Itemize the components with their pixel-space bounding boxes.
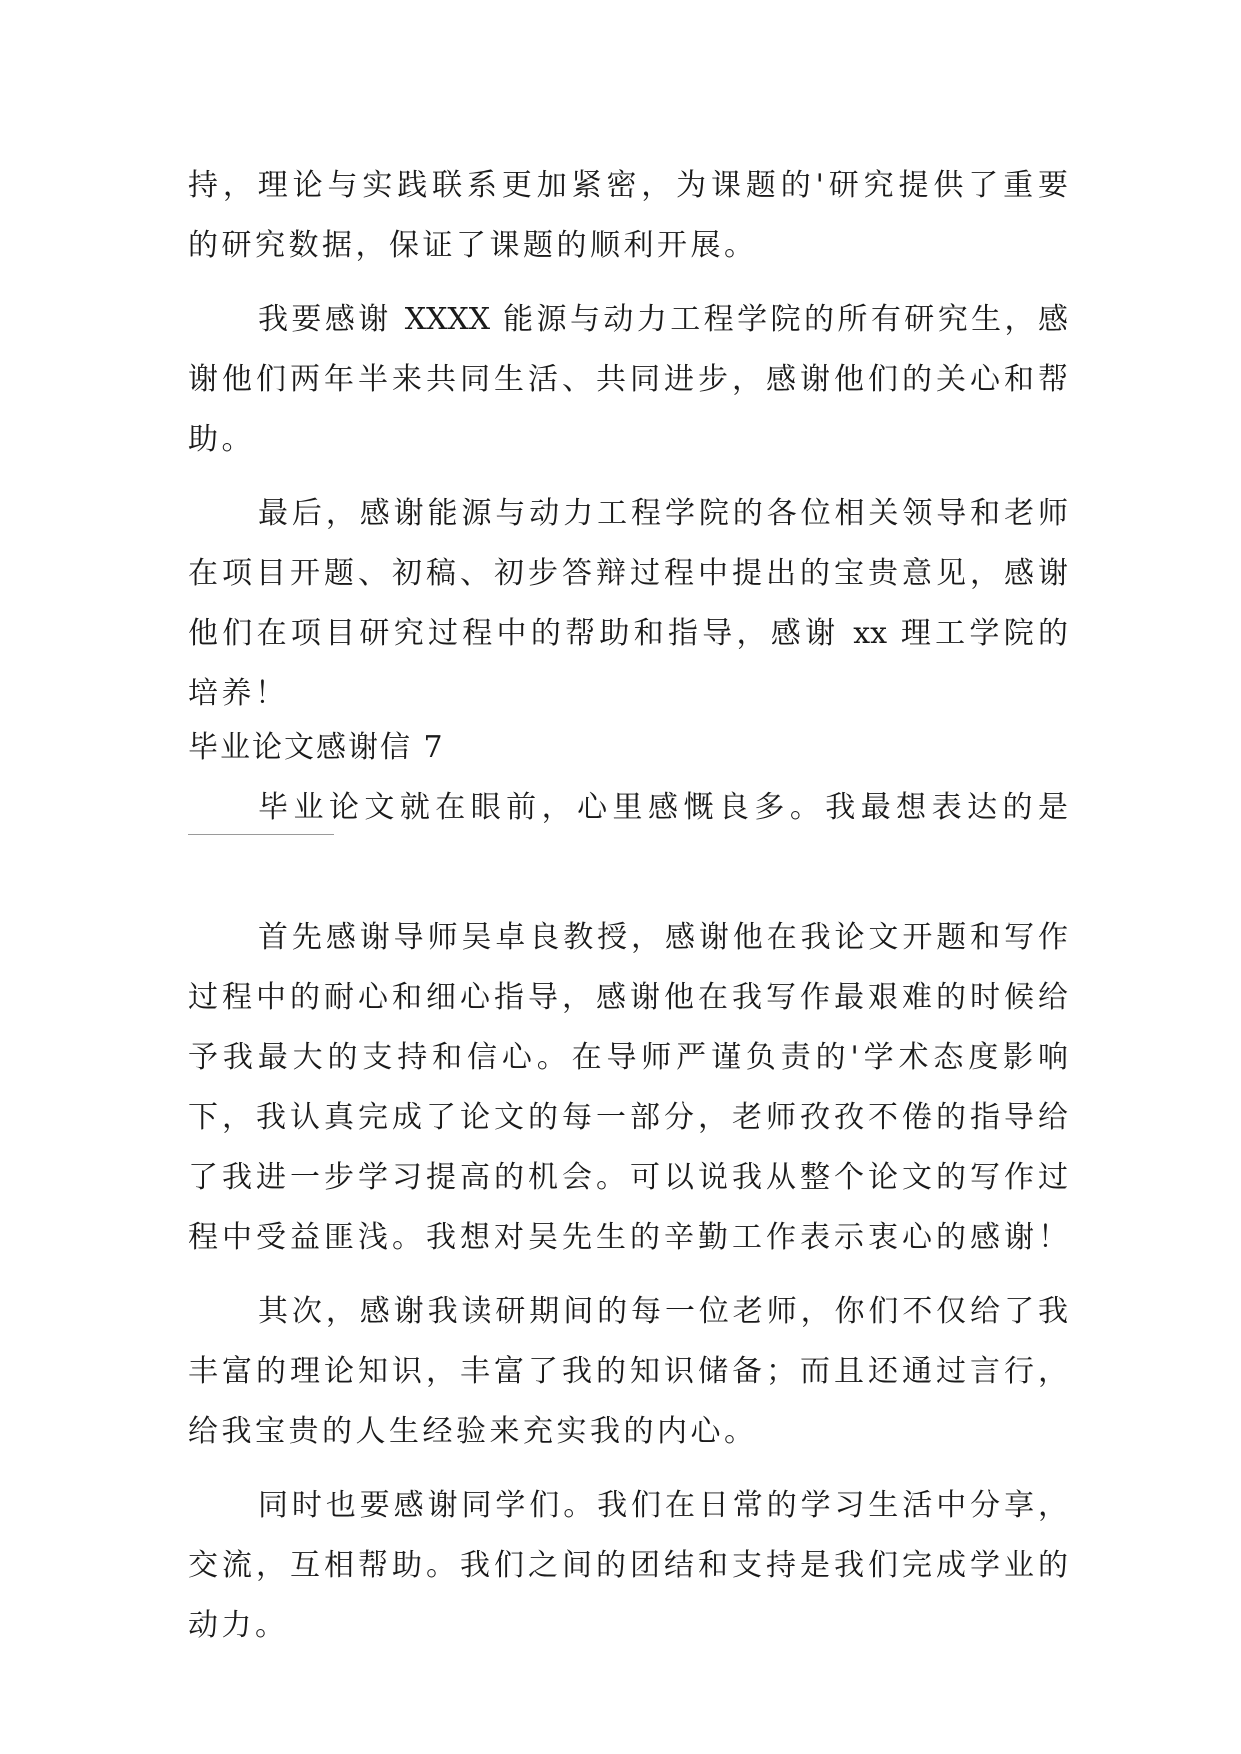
paragraph-line: 助。 xyxy=(188,422,255,457)
paragraph-line: 我要感谢 XXXX 能源与动力工程学院的所有研究生，感 xyxy=(258,302,1068,337)
paragraph-line: 了我进一步学习提高的机会。可以说我从整个论文的写作过 xyxy=(188,1160,1068,1195)
paragraph-line: 他们在项目研究过程中的帮助和指导，感谢 xx 理工学院的 xyxy=(188,616,1068,651)
paragraph-line: 过程中的耐心和细心指导，感谢他在我写作最艰难的时候给 xyxy=(188,980,1068,1015)
paragraph-line: 动力。 xyxy=(188,1608,289,1643)
paragraph-line: 毕业论文就在眼前，心里感慨良多。我最想表达的是 xyxy=(258,790,1068,825)
paragraph-line: 同时也要感谢同学们。我们在日常的学习生活中分享， xyxy=(258,1488,1068,1523)
paragraph-line: 程中受益匪浅。我想对吴先生的辛勤工作表示衷心的感谢！ xyxy=(188,1220,1068,1255)
paragraph-line: 下，我认真完成了论文的每一部分，老师孜孜不倦的指导给 xyxy=(188,1100,1068,1135)
paragraph-line: 培养！ xyxy=(188,676,289,711)
separator-rule xyxy=(188,834,334,835)
paragraph-line: 最后，感谢能源与动力工程学院的各位相关领导和老师 xyxy=(258,496,1068,531)
paragraph-line: 持，理论与实践联系更加紧密，为课题的'研究提供了重要 xyxy=(188,168,1068,203)
section-heading: 毕业论文感谢信 7 xyxy=(188,730,445,765)
paragraph-line: 在项目开题、初稿、初步答辩过程中提出的宝贵意见，感谢 xyxy=(188,556,1068,591)
paragraph-line: 首先感谢导师吴卓良教授，感谢他在我论文开题和写作 xyxy=(258,920,1068,955)
paragraph-line: 的研究数据，保证了课题的顺利开展。 xyxy=(188,228,758,263)
paragraph-line: 给我宝贵的人生经验来充实我的内心。 xyxy=(188,1414,758,1449)
paragraph-line: 予我最大的支持和信心。在导师严谨负责的'学术态度影响 xyxy=(188,1040,1068,1075)
paragraph-line: 交流，互相帮助。我们之间的团结和支持是我们完成学业的 xyxy=(188,1548,1068,1583)
paragraph-line: 丰富的理论知识，丰富了我的知识储备；而且还通过言行， xyxy=(188,1354,1068,1389)
paragraph-line: 谢他们两年半来共同生活、共同进步，感谢他们的关心和帮 xyxy=(188,362,1068,397)
paragraph-line: 其次，感谢我读研期间的每一位老师，你们不仅给了我 xyxy=(258,1294,1068,1329)
